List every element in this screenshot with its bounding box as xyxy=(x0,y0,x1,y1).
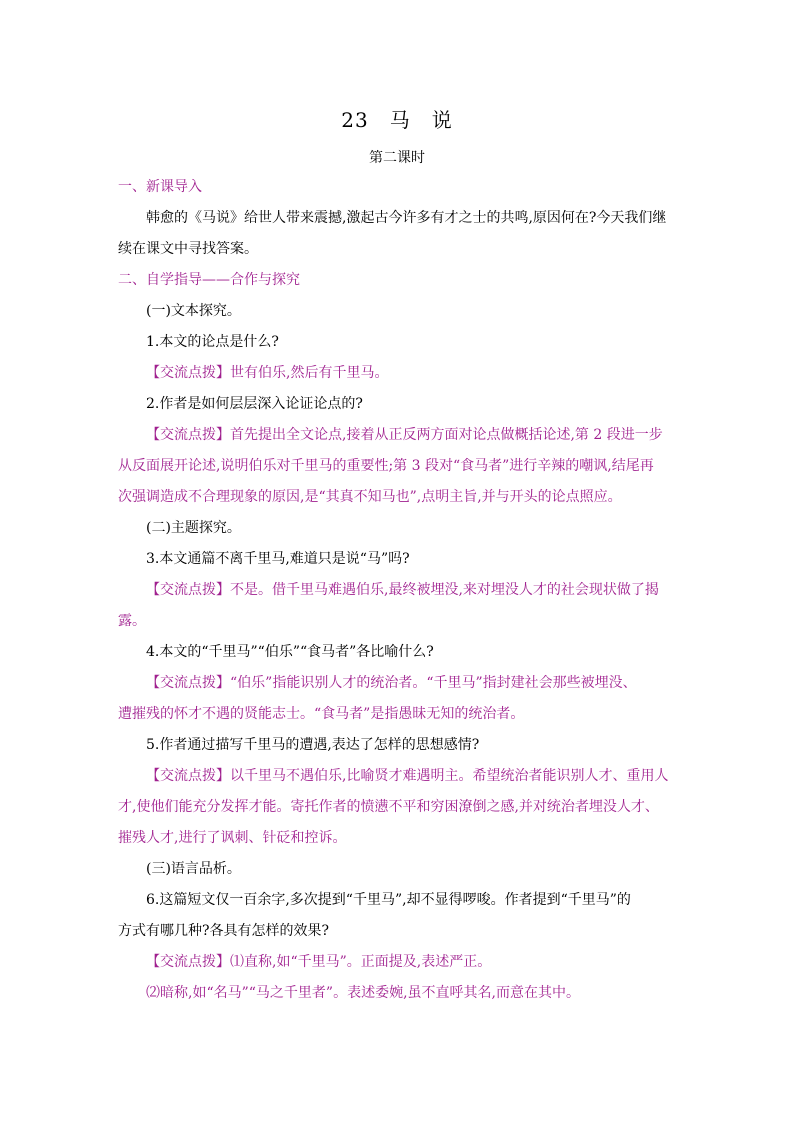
answer-line: 【交流点拨】世有伯乐,然后有千里马。 xyxy=(146,365,389,381)
text-line: 2.作者是如何层层深入论证论点的? xyxy=(146,396,363,412)
text-line: 1.本文的论点是什么? xyxy=(146,334,279,350)
section-heading: 二、自学指导——合作与探究 xyxy=(118,272,300,288)
text-line: (一)文本探究。 xyxy=(146,303,241,319)
answer-line: 才,使他们能充分发挥才能。寄托作者的愤懑不平和穷困潦倒之感,并对统治者埋没人才、 xyxy=(118,799,659,815)
section-heading: 一、新课导入 xyxy=(118,179,202,195)
text-line: 4.本文的“千里马”“伯乐”“食马者”各比喻什么? xyxy=(146,644,434,660)
answer-line: 【交流点拨】以千里马不遇伯乐,比喻贤才难遇明主。希望统治者能识别人才、重用人 xyxy=(146,768,669,784)
page-subtitle: 第二课时 xyxy=(369,150,425,166)
answer-line: 【交流点拨】“伯乐”指能识别人才的统治者。“千里马”指封建社会那些被埋没、 xyxy=(146,675,637,691)
answer-line: 【交流点拨】不是。借千里马难遇伯乐,最终被埋没,来对埋没人才的社会现状做了揭 xyxy=(146,582,659,598)
answer-line: 摧残人才,进行了讽刺、针砭和控诉。 xyxy=(118,830,347,846)
text-line: 6.这篇短文仅一百余字,多次提到“千里马”,却不显得啰唆。作者提到“千里马”的 xyxy=(146,892,631,908)
answer-line: ⑵暗称,如“名马”“马之千里者”。表述委婉,虽不直呼其名,而意在其中。 xyxy=(146,985,580,1001)
text-line: 方式有哪几种?各具有怎样的效果? xyxy=(118,923,330,939)
answer-line: 遭摧残的怀才不遇的贤能志士。“食马者”是指愚昧无知的统治者。 xyxy=(118,706,525,722)
text-line: 3.本文通篇不离千里马,难道只是说“马”吗? xyxy=(146,551,410,567)
text-line: 韩愈的《马说》给世人带来震撼,激起古今许多有才之士的共鸣,原因何在?今天我们继 xyxy=(146,210,667,226)
answer-line: 【交流点拨】首先提出全文论点,接着从正反两方面对论点做概括论述,第 2 段进一步 xyxy=(146,427,663,443)
page-title: 23 马 说 xyxy=(341,108,453,132)
text-line: (二)主题探究。 xyxy=(146,520,241,536)
text-line: 续在课文中寻找答案。 xyxy=(118,241,258,257)
answer-line: 【交流点拨】⑴直称,如“千里马”。正面提及,表述严正。 xyxy=(146,954,492,970)
text-line: (三)语言品析。 xyxy=(146,861,241,877)
answer-line: 从反面展开论述,说明伯乐对千里马的重要性;第 3 段对“食马者”进行辛辣的嘲讽,结尾再 xyxy=(118,458,654,474)
answer-line: 露。 xyxy=(118,613,146,629)
body-text xyxy=(118,172,678,1009)
answer-line: 次强调造成不合理现象的原因,是“其真不知马也”,点明主旨,并与开头的论点照应。 xyxy=(118,489,622,505)
text-line: 5.作者通过描写千里马的遭遇,表达了怎样的思想感情? xyxy=(146,737,480,753)
